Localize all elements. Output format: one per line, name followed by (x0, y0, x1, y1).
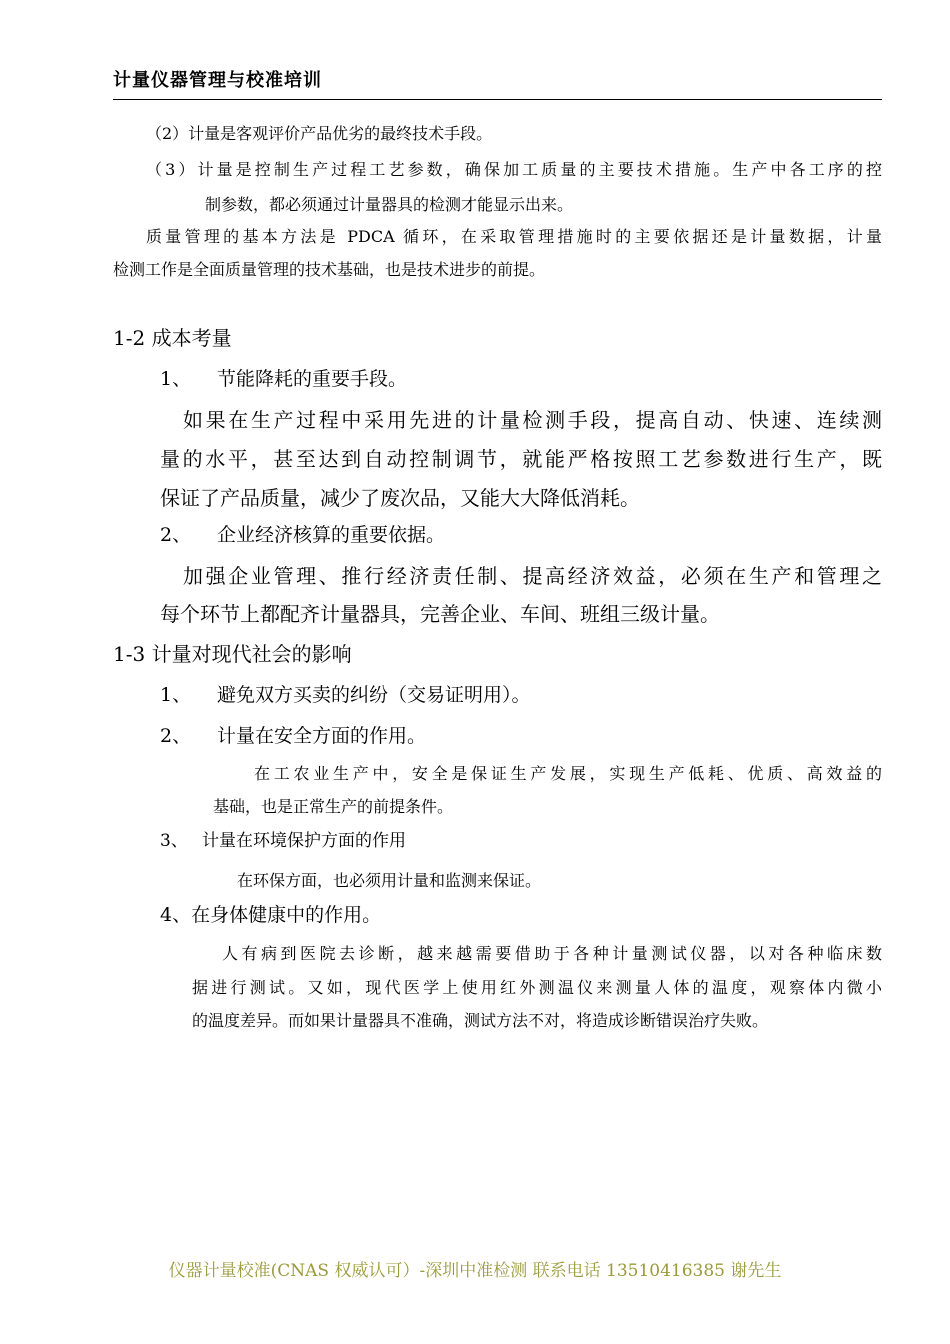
section-1-3-item-1-number: 1、 (160, 684, 192, 706)
section-1-2-item-1-body-line-3: 保证了产品质量，减少了废次品，又能大大降低消耗。 (160, 486, 640, 510)
page-header-title: 计量仪器管理与校准培训 (113, 70, 322, 91)
intro-item-3-line-1: （3）计量是控制生产过程工艺参数，确保加工质量的主要技术措施。生产中各工序的控 (146, 160, 882, 179)
intro-paragraph-line-2: 检测工作是全面质量管理的技术基础，也是技术进步的前提。 (113, 260, 546, 279)
section-1-3-item-1-title: 避免双方买卖的纠纷（交易证明用）。 (217, 684, 531, 706)
page-footer: 仪器计量校准(CNAS 权威认可）-深圳中准检测 联系电话 13510416385 谢先生 (168, 1261, 782, 1281)
section-1-3-item-3-body: 在环保方面，也必须用计量和监测来保证。 (237, 871, 542, 890)
intro-paragraph-line-1: 质量管理的基本方法是 PDCA 循环，在采取管理措施时的主要依据还是计量数据，计量 (146, 227, 882, 246)
section-1-3-item-4-body-line-3: 的温度差异。而如果计量器具不准确，测试方法不对，将造成诊断错误治疗失败。 (192, 1011, 769, 1030)
section-1-2-item-2-title: 企业经济核算的重要依据。 (217, 524, 446, 546)
section-1-3-item-4-body-line-1: 人有病到医院去诊断，越来越需要借助于各种计量测试仪器，以对各种临床数 (222, 944, 882, 963)
header-divider (113, 99, 882, 100)
intro-item-2: （2）计量是客观评价产品优劣的最终技术手段。 (146, 124, 493, 143)
section-1-3-item-2-body-line-2: 基础，也是正常生产的前提条件。 (213, 797, 454, 816)
section-1-3-item-2-title: 计量在安全方面的作用。 (217, 725, 427, 747)
section-1-2-item-2-body-line-2: 每个环节上都配齐计量器具，完善企业、车间、班组三级计量。 (160, 602, 720, 626)
section-1-2-item-2-number: 2、 (160, 524, 192, 546)
section-1-3-item-2-body-line-1: 在工农业生产中，安全是保证生产发展，实现生产低耗、优质、高效益的 (254, 764, 882, 783)
section-1-2-item-1-body-line-2: 量的水平，甚至达到自动控制调节，就能严格按照工艺参数进行生产，既 (160, 447, 882, 471)
section-1-3-item-4-body-line-2: 据进行测试。又如，现代医学上使用红外测温仪来测量人体的温度，观察体内微小 (192, 978, 882, 997)
intro-item-3-line-2: 制参数，都必须通过计量器具的检测才能显示出来。 (205, 195, 574, 214)
section-1-2-heading: 1-2 成本考量 (113, 326, 232, 350)
section-1-3-item-4-title: 4、在身体健康中的作用。 (160, 904, 382, 926)
section-1-2-item-1-number: 1、 (160, 368, 192, 390)
section-1-2-item-1-title: 节能降耗的重要手段。 (217, 368, 408, 390)
section-1-2-item-2-body-line-1: 加强企业管理、推行经济责任制、提高经济效益，必须在生产和管理之 (183, 564, 882, 588)
section-1-3-heading: 1-3 计量对现代社会的影响 (113, 642, 352, 666)
section-1-3-item-3-number: 3、 (160, 831, 188, 851)
section-1-3-item-3-title: 计量在环境保护方面的作用 (202, 831, 406, 851)
section-1-3-item-2-number: 2、 (160, 725, 192, 747)
section-1-2-item-1-body-line-1: 如果在生产过程中采用先进的计量检测手段，提高自动、快速、连续测 (183, 408, 882, 432)
